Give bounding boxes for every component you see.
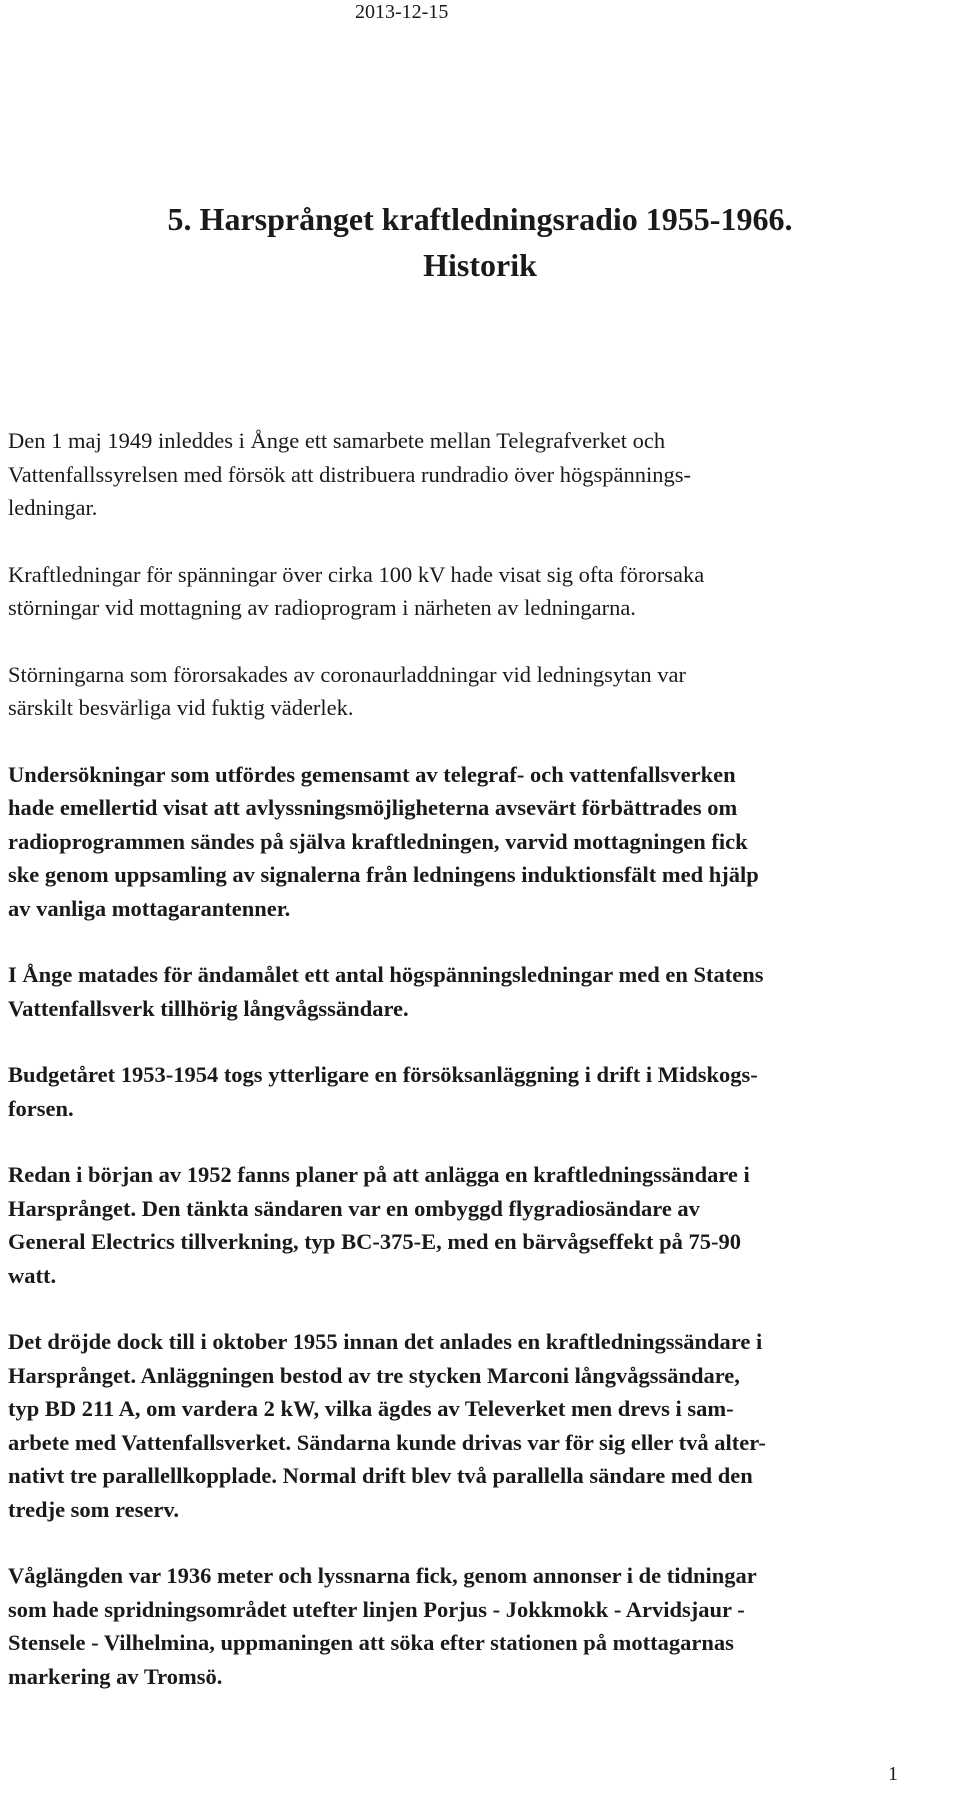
paragraph-line: störningar vid mottagning av radioprogram i närheten av ledningarna. (8, 595, 636, 620)
paragraph (8, 1158, 952, 1292)
paragraph-line: tredje som reserv. (8, 1496, 179, 1522)
paragraph-line: radioprogrammen sändes på själva kraftledningen, varvid mottagningen fick (8, 828, 748, 854)
paragraph-line: Den 1 maj 1949 inleddes i Ånge ett samarbete mellan Telegrafverket och (8, 428, 666, 453)
paragraph-line: typ BD 211 A, om vardera 2 kW, vilka ägdes av Televerket men drevs i sam- (8, 1396, 734, 1421)
paragraph-line: markering av Tromsö. (8, 1663, 223, 1689)
paragraph-line: av vanliga mottagarantenner. (8, 895, 291, 921)
paragraph-line: Det dröjde dock till i oktober 1955 innan det anlades en kraftledningssändare i (8, 1329, 763, 1354)
paragraph (8, 758, 952, 926)
paragraph-line: Störningarna som förorsakades av coronaurladdningar vid ledningsytan var (8, 661, 686, 687)
paragraph (8, 958, 952, 1025)
paragraph-line: watt. (8, 1262, 57, 1288)
paragraph-line: nativt tre parallellkopplade. Normal drift blev två parallella sändare med den (8, 1463, 753, 1488)
paragraph-line: särskilt besvärliga vid fuktig väderlek. (8, 695, 354, 720)
document-date: 2013-12-15 (355, 1, 449, 23)
paragraph-line: ledningar. (8, 495, 98, 520)
paragraph-line: Undersökningar som utfördes gemensamt av telegraf- och vattenfallsverken (8, 761, 736, 787)
paragraph (8, 658, 952, 725)
paragraph-line: I Ånge matades för ändamålet ett antal högspänningsledningar med en Statens (8, 962, 764, 987)
paragraph (8, 558, 952, 625)
paragraph-line: Vattenfallssyrelsen med försök att distribuera rundradio över högspännings- (8, 461, 691, 487)
paragraph-line: General Electrics tillverkning, typ BC-375-E, med en bärvågseffekt på 75-90 (8, 1229, 742, 1254)
paragraph-line: Harsprånget. Den tänkta sändaren var en ombyggd flygradiosändare av (8, 1195, 700, 1221)
paragraph-line: Våglängden var 1936 meter och lyssnarna fick, genom annonser i de tidningar (8, 1563, 757, 1588)
paragraph-line: Stensele - Vilhelmina, uppmaningen att söka efter stationen på mottagarnas (8, 1630, 734, 1655)
document-body (8, 424, 952, 1726)
page-title (0, 196, 960, 288)
paragraph-line: som hade spridningsområdet utefter linjen Porjus - Jokkmokk - Arvidsjaur - (8, 1596, 745, 1622)
paragraph-line: arbete med Vattenfallsverket. Sändarna kunde drivas var för sig eller två alter- (8, 1429, 766, 1455)
paragraph-line: forsen. (8, 1095, 74, 1121)
paragraph-line: Vattenfallsverk tillhörig långvågssändare. (8, 995, 409, 1021)
paragraph (8, 1559, 952, 1693)
page-number: 1 (888, 1763, 898, 1785)
paragraph-line: Kraftledningar för spänningar över cirka 100 kV hade visat sig ofta förorsaka (8, 561, 705, 587)
title-line-1: 5. Harsprånget kraftledningsradio 1955-1966. (167, 201, 793, 237)
paragraph-line: ske genom uppsamling av signalerna från ledningens induktionsfält med hjälp (8, 862, 759, 887)
paragraph-line: hade emellertid visat att avlyssningsmöjligheterna avsevärt förbättrades om (8, 795, 738, 820)
paragraph (8, 1058, 952, 1125)
title-line-2: Historik (423, 247, 537, 283)
paragraph-line: Redan i början av 1952 fanns planer på att anlägga en kraftledningssändare i (8, 1162, 750, 1187)
paragraph (8, 424, 952, 525)
paragraph-line: Budgetåret 1953-1954 togs ytterligare en försöksanläggning i drift i Midskogs- (8, 1062, 758, 1087)
paragraph (8, 1325, 952, 1526)
paragraph-line: Harsprånget. Anläggningen bestod av tre stycken Marconi långvågssändare, (8, 1362, 740, 1388)
